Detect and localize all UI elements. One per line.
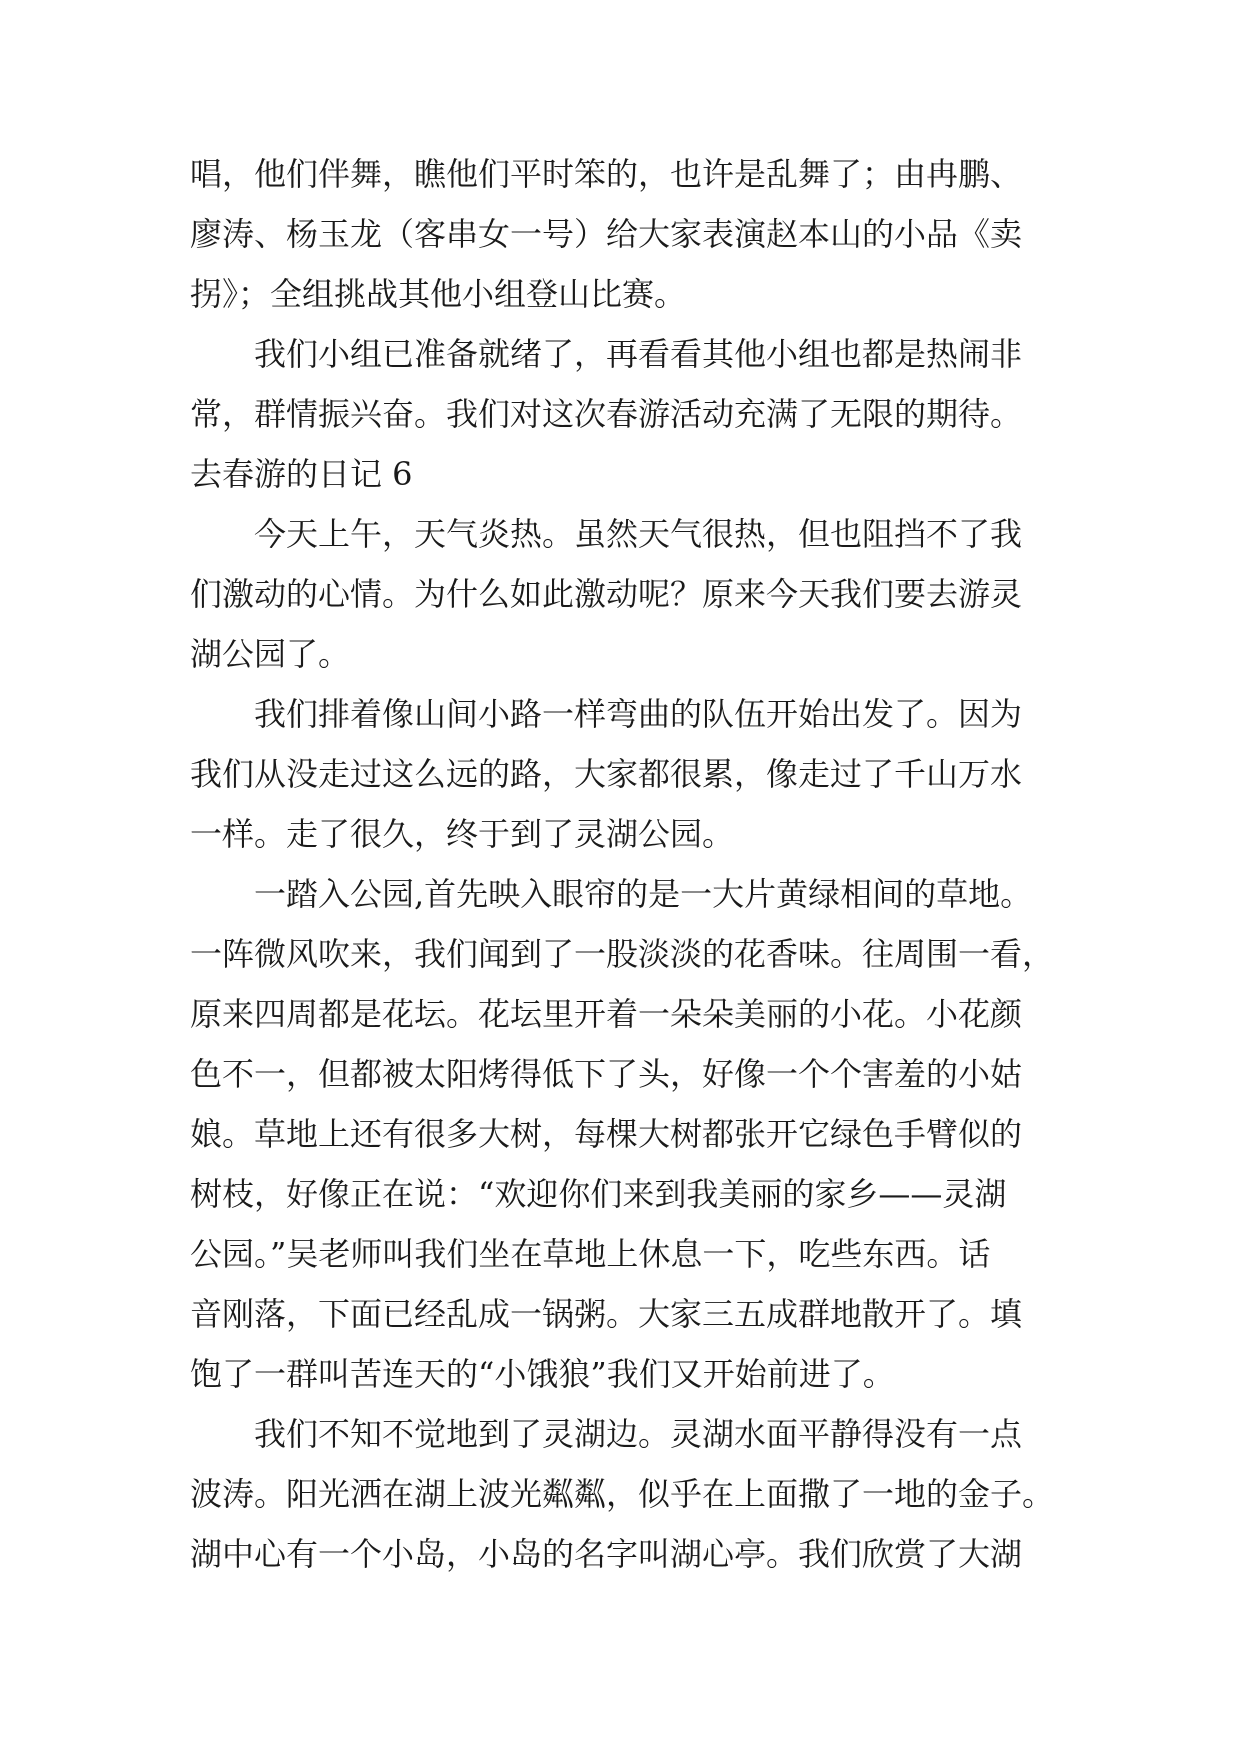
text-line: 公园。”吴老师叫我们坐在草地上休息一下，吃些东西。话 [190, 1235, 991, 1273]
text-line: 我们不知不觉地到了灵湖边。灵湖水面平静得没有一点 [254, 1415, 1023, 1453]
text-line: 常，群情振兴奋。我们对这次春游活动充满了无限的期待。 [190, 395, 1023, 433]
text-line: 湖公园了。 [190, 635, 351, 673]
text-line: 廖涛、杨玉龙（客串女一号）给大家表演赵本山的小品《卖 [190, 215, 1023, 253]
document-page [190, 144, 1060, 1584]
text-line: 湖中心有一个小岛，小岛的名字叫湖心亭。我们欣赏了大湖 [190, 1535, 1023, 1573]
text-line: 色不一，但都被太阳烤得低下了头，好像一个个害羞的小姑 [190, 1055, 1023, 1093]
paragraph [190, 1404, 1060, 1584]
paragraph [190, 144, 1060, 324]
text-line: 我们小组已准备就绪了，再看看其他小组也都是热闹非 [254, 335, 1023, 373]
paragraph [190, 684, 1060, 864]
text-line: 树枝，好像正在说：“欢迎你们来到我美丽的家乡——灵湖 [190, 1175, 1007, 1213]
text-line: 原来四周都是花坛。花坛里开着一朵朵美丽的小花。小花颜 [190, 995, 1023, 1033]
text-line: 音刚落，下面已经乱成一锅粥。大家三五成群地散开了。填 [190, 1295, 1023, 1333]
paragraph [190, 864, 1060, 1404]
section-heading-text: 去春游的日记 6 [190, 455, 413, 493]
text-line: 一样。走了很久，终于到了灵湖公园。 [190, 815, 735, 853]
text-line: 今天上午，天气炎热。虽然天气很热，但也阻挡不了我 [254, 515, 1023, 553]
text-line: 波涛。阳光洒在湖上波光粼粼，似乎在上面撒了一地的金子。 [190, 1475, 1055, 1513]
text-line: 拐》；全组挑战其他小组登山比赛。 [190, 275, 687, 313]
text-line: 娘。草地上还有很多大树，每棵大树都张开它绿色手臂似的 [190, 1115, 1023, 1153]
text-line: 我们从没走过这么远的路，大家都很累，像走过了千山万水 [190, 755, 1023, 793]
paragraph [190, 324, 1060, 444]
paragraph [190, 504, 1060, 684]
text-line: 一踏入公园,首先映入眼帘的是一大片黄绿相间的草地。 [254, 875, 1033, 913]
text-line: 我们排着像山间小路一样弯曲的队伍开始出发了。因为 [254, 695, 1023, 733]
text-line: 们激动的心情。为什么如此激动呢？原来今天我们要去游灵 [190, 575, 1023, 613]
section-heading [190, 444, 1060, 504]
text-line: 饱了一群叫苦连天的“小饿狼”我们又开始前进了。 [190, 1355, 895, 1393]
text-line: 一阵微风吹来，我们闻到了一股淡淡的花香味。往周围一看， [190, 935, 1055, 973]
text-line: 唱，他们伴舞，瞧他们平时笨的，也许是乱舞了；由冉鹏、 [190, 155, 1023, 193]
